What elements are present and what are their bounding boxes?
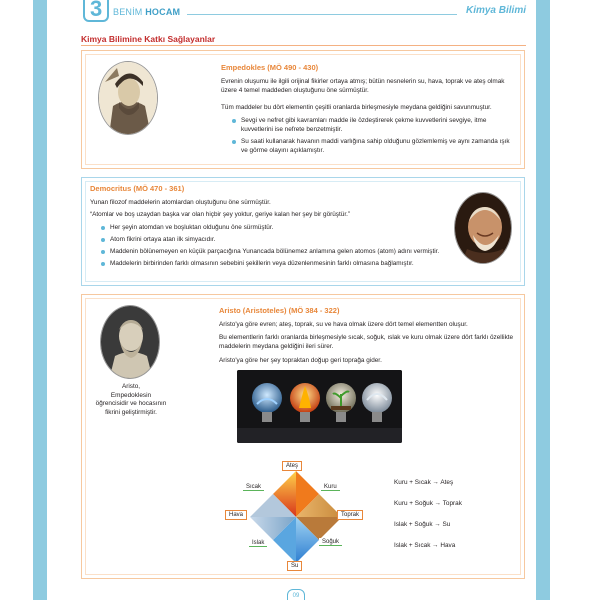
empedokles-title: Empedokles (MÖ 490 - 430)	[221, 63, 319, 72]
caption-line: öğrencisidir ve hocasının	[95, 400, 167, 407]
bulbs-illustration	[237, 370, 402, 443]
diagram-water-label: Su	[287, 561, 302, 571]
aristo-card	[81, 294, 525, 579]
democritus-painting	[455, 193, 512, 264]
header-divider	[187, 14, 457, 15]
aristo-caption	[82, 383, 180, 417]
aristo-para-2: Bu elementlerin farklı oranlarda birleşmesiyle sıcak, soğuk, ıslak ve kuru olmak üzere dört farklı özellikte maddelerin meydana geldiğini ileri sürer.	[219, 334, 514, 350]
diagram-hot-label: Sıcak	[243, 483, 264, 491]
relation-water: Islak + Soğuk → Su	[394, 521, 451, 528]
brand-word: HOCAM	[145, 7, 181, 17]
page-header	[47, 0, 536, 26]
diagram-wet-label: Islak	[249, 539, 267, 547]
textbook-page	[47, 0, 536, 600]
list-item: Atom fikrini ortaya atan ilk simyacıdır.	[100, 235, 445, 244]
democritus-card	[81, 177, 525, 286]
aristo-portrait	[100, 305, 160, 379]
democritus-portrait	[454, 192, 512, 264]
elements-diagram	[221, 461, 371, 573]
diagram-air-label: Hava	[225, 510, 247, 520]
empedokles-portrait	[98, 61, 158, 135]
subject-title: Kimya Bilimi	[465, 5, 526, 16]
relation-fire: Kuru + Sıcak → Ateş	[394, 479, 454, 486]
brand-name	[113, 7, 180, 17]
diagram-cold-label: Soğuk	[319, 538, 342, 546]
list-item: Her şeyin atomdan ve boşluktan olduğunu öne sürmüştür.	[100, 223, 445, 232]
list-item: Sevgi ve nefret gibi kavramları madde ile özdeştirerek çekme kuvvetlerini sevgiye, itme kuvvetlerini ise nefrete benzetmiştir.	[231, 116, 513, 134]
empedokles-para-2: Tüm maddeler bu dört elementin çeşitli oranlarda birleşmesiyle meydana geldiğini savunmuştur.	[221, 104, 492, 111]
democritus-para-1: Yunan filozof maddelerin atomlardan oluştuğunu öne sürmüştür.	[90, 199, 271, 206]
list-item: Maddelerin birbirinden farklı olmasının sebebini şekillerin veya düzenlenmesinin farklı olmasına bağlamıştır.	[100, 259, 445, 268]
aristo-title: Aristo (Aristoteles) (MÖ 384 - 322)	[219, 306, 340, 315]
brand-prefix: BENİM	[113, 7, 143, 17]
empedokles-para-1: Evrenin oluşumu ile ilgili orijinal fikirler ortaya atmış; bütün nesnelerin su, hava, toprak ve ateş olmak üzere 4 temel maddeden oluştuğunu öne sürmüştür.	[221, 78, 505, 94]
brand-logo	[83, 0, 109, 22]
aristo-para-3: Aristo'ya göre her şey topraktan doğup geri toprağa gider.	[219, 357, 382, 364]
democritus-title: Democritus (MÖ 470 - 361)	[90, 184, 185, 193]
page-number: 09	[287, 589, 305, 600]
section-divider	[81, 45, 526, 46]
page-border-right	[536, 0, 600, 600]
relation-earth: Kuru + Soğuk → Toprak	[394, 500, 462, 507]
empedokles-card	[81, 50, 525, 169]
diagram-earth-label: Toprak	[337, 510, 363, 520]
caption-line: fikrini geliştirmiştir.	[105, 408, 157, 416]
elements-bulbs-photo	[237, 370, 402, 443]
caption-line: Empedoklesin	[110, 391, 152, 399]
aristo-bust	[101, 306, 160, 379]
section-title: Kimya Bilimine Katkı Sağlayanlar	[81, 34, 216, 44]
list-item: Su saati kullanarak havanın maddi varlığına sahip olduğunu gözlemlemiş ve aynı zamanda ışık ve görme olayını açıklamıştır.	[231, 137, 513, 155]
empedokles-bullets	[231, 116, 513, 158]
diagram-fire-label: Ateş	[282, 461, 302, 471]
democritus-quote: “Atomlar ve boş uzaydan başka var olan hiçbir şey yoktur, geriye kalan her şey bir görüştür.”	[90, 211, 351, 218]
relation-air: Islak + Sıcak → Hava	[394, 542, 456, 549]
caption-line: Aristo,	[121, 383, 141, 390]
aristo-para-1: Aristo'ya göre evren; ateş, toprak, su ve hava olmak üzere dört temel elementten oluşur.	[219, 321, 468, 328]
logo-mark: 3	[90, 0, 103, 21]
empedokles-engraving	[99, 62, 158, 135]
list-item: Maddenin bölünemeyen en küçük parçacığına Yunancada bölünemez anlamına gelen atomos (atom) adını vermiştir.	[100, 247, 445, 256]
diagram-dry-label: Kuru	[321, 483, 340, 491]
democritus-bullets	[100, 223, 445, 271]
page-border-left	[0, 0, 34, 600]
